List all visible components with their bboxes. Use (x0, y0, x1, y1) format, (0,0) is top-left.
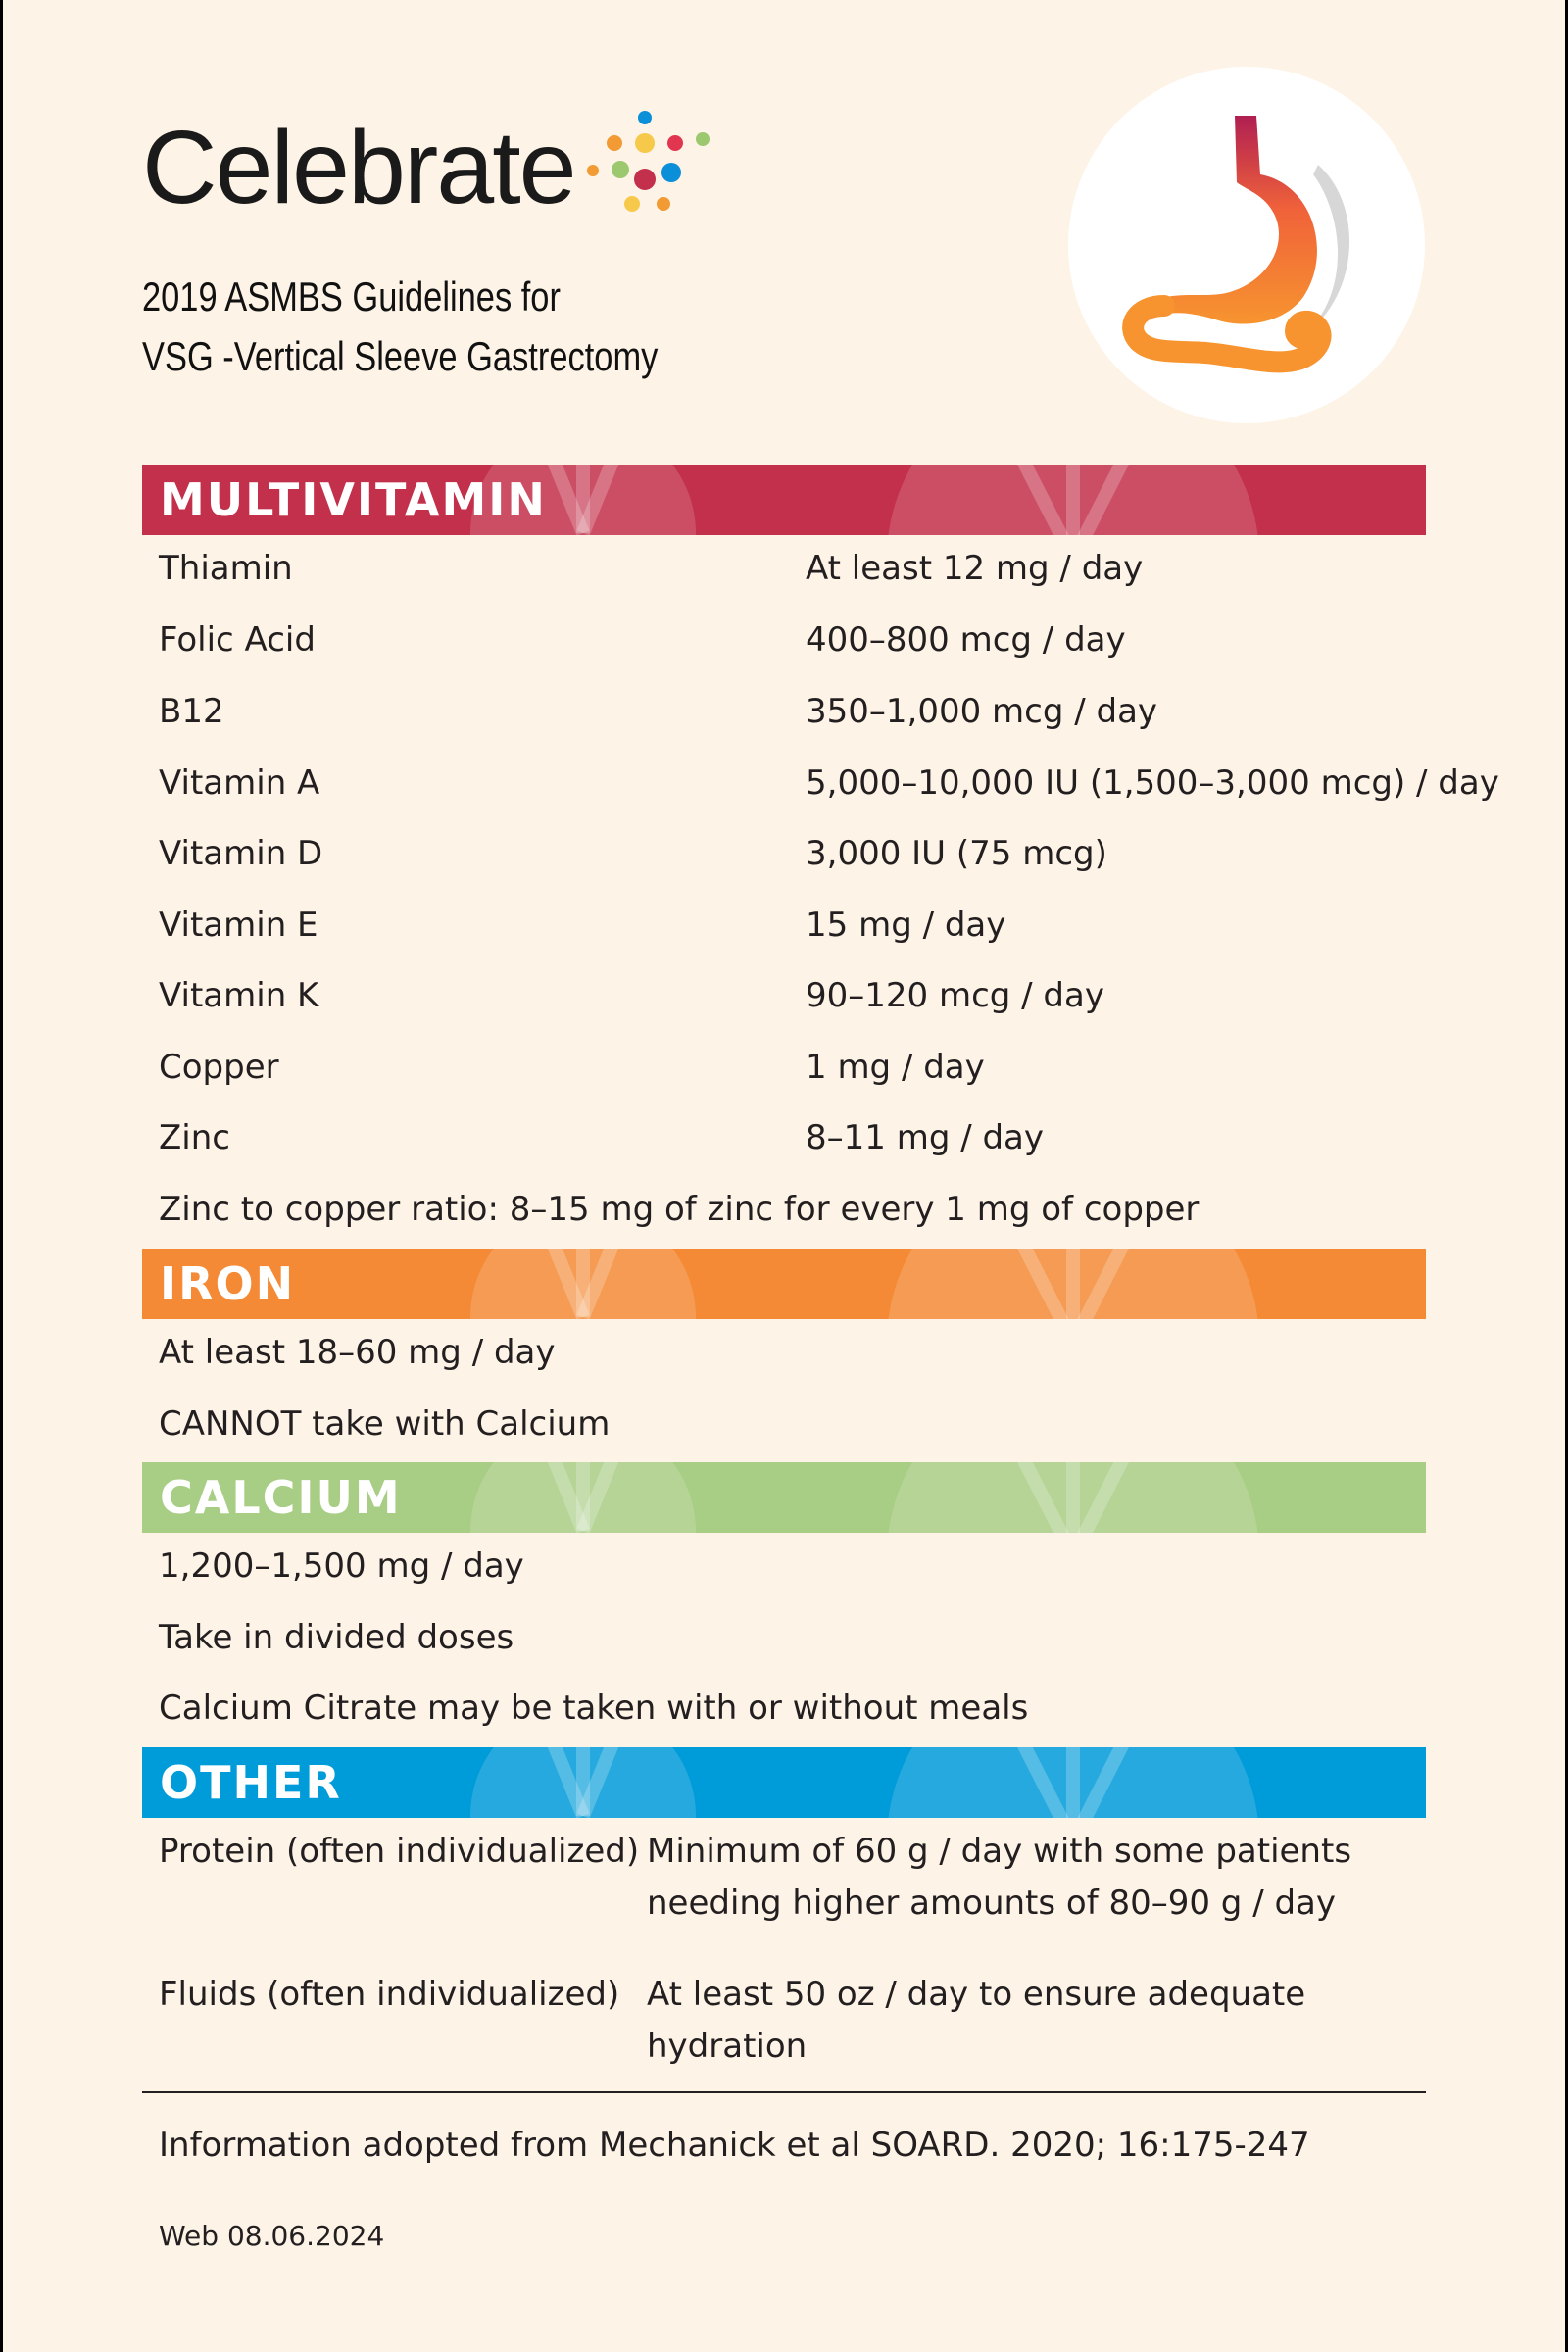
table-row (159, 618, 1126, 662)
brand-name: Celebrate (142, 110, 575, 225)
subtitle-line-1: 2019 ASMBS Guidelines for (142, 273, 561, 319)
nutrient-name: Vitamin A (159, 763, 320, 803)
ratio-note: Zinc to copper ratio: 8–15 mg of zinc for every 1 mg of copper (159, 1190, 1200, 1229)
nutrient-name: Thiamin (159, 549, 293, 588)
table-row (159, 547, 1144, 590)
table-row (159, 1046, 985, 1089)
nutrient-dose: At least 12 mg / day (806, 549, 1144, 588)
nutrient-dose: 8–11 mg / day (806, 1118, 1045, 1157)
table-row (159, 1116, 1045, 1159)
table-row (159, 1973, 619, 2016)
document-subtitle (142, 267, 658, 386)
section-title: CALCIUM (160, 1471, 402, 1524)
iron-warning: CANNOT take with Calcium (159, 1404, 611, 1444)
nutrient-dose (647, 1973, 1305, 2068)
nutrient-dose: 15 mg / day (806, 906, 1006, 945)
multivitamin-header (142, 465, 1426, 535)
section-title: IRON (160, 1257, 296, 1310)
nutrient-name: Copper (159, 1048, 279, 1087)
table-row (159, 974, 1104, 1017)
nutrient-name: B12 (159, 692, 224, 731)
table-row (159, 904, 1006, 947)
calcium-note: Calcium Citrate may be taken with or without meals (159, 1689, 1029, 1728)
nutrient-name: Folic Acid (159, 620, 316, 660)
nutrient-name: Zinc (159, 1118, 230, 1157)
calcium-dose: 1,200–1,500 mg / day (159, 1546, 524, 1586)
stomach-icon (1068, 67, 1425, 423)
table-row (159, 761, 1499, 805)
nutrient-name: Protein (often individualized) (159, 1832, 640, 1871)
nutrient-name: Vitamin K (159, 976, 319, 1015)
web-date: Web 08.06.2024 (159, 2220, 385, 2252)
band-decoration (142, 1249, 1426, 1319)
section-title: MULTIVITAMIN (160, 473, 547, 526)
iron-dose: At least 18–60 mg / day (159, 1333, 556, 1372)
other-header (142, 1747, 1426, 1818)
section-title: OTHER (160, 1756, 342, 1809)
nutrient-dose: 1 mg / day (806, 1048, 985, 1087)
dose-line: hydration (647, 2027, 808, 2066)
nutrient-name: Vitamin D (159, 834, 323, 873)
nutrient-name: Vitamin E (159, 906, 318, 945)
logo-dots-icon (573, 106, 720, 223)
nutrient-dose: 350–1,000 mcg / day (806, 692, 1158, 731)
nutrient-dose (647, 1830, 1351, 1925)
nutrient-dose: 5,000–10,000 IU (1,500–3,000 mcg) / day (806, 763, 1499, 803)
divider (142, 2091, 1426, 2093)
table-row (159, 690, 1158, 733)
nutrient-dose: 90–120 mcg / day (806, 976, 1104, 1015)
table-row (159, 1830, 639, 1873)
dose-line: At least 50 oz / day to ensure adequate (647, 1975, 1306, 2014)
calcium-note: Take in divided doses (159, 1618, 514, 1657)
dose-line: needing higher amounts of 80–90 g / day (647, 1884, 1336, 1923)
calcium-header (142, 1462, 1426, 1533)
table-row (159, 832, 1107, 875)
iron-header (142, 1249, 1426, 1319)
source-citation: Information adopted from Mechanick et al SOARD. 2020; 16:175-247 (159, 2126, 1310, 2165)
nutrient-name: Fluids (often individualized) (159, 1975, 620, 2014)
dose-line: Minimum of 60 g / day with some patients (647, 1832, 1352, 1871)
nutrient-dose: 400–800 mcg / day (806, 620, 1126, 660)
left-border (0, 0, 3, 2352)
nutrient-dose: 3,000 IU (75 mcg) (806, 834, 1107, 873)
subtitle-line-2: VSG -Vertical Sleeve Gastrectomy (142, 333, 659, 379)
